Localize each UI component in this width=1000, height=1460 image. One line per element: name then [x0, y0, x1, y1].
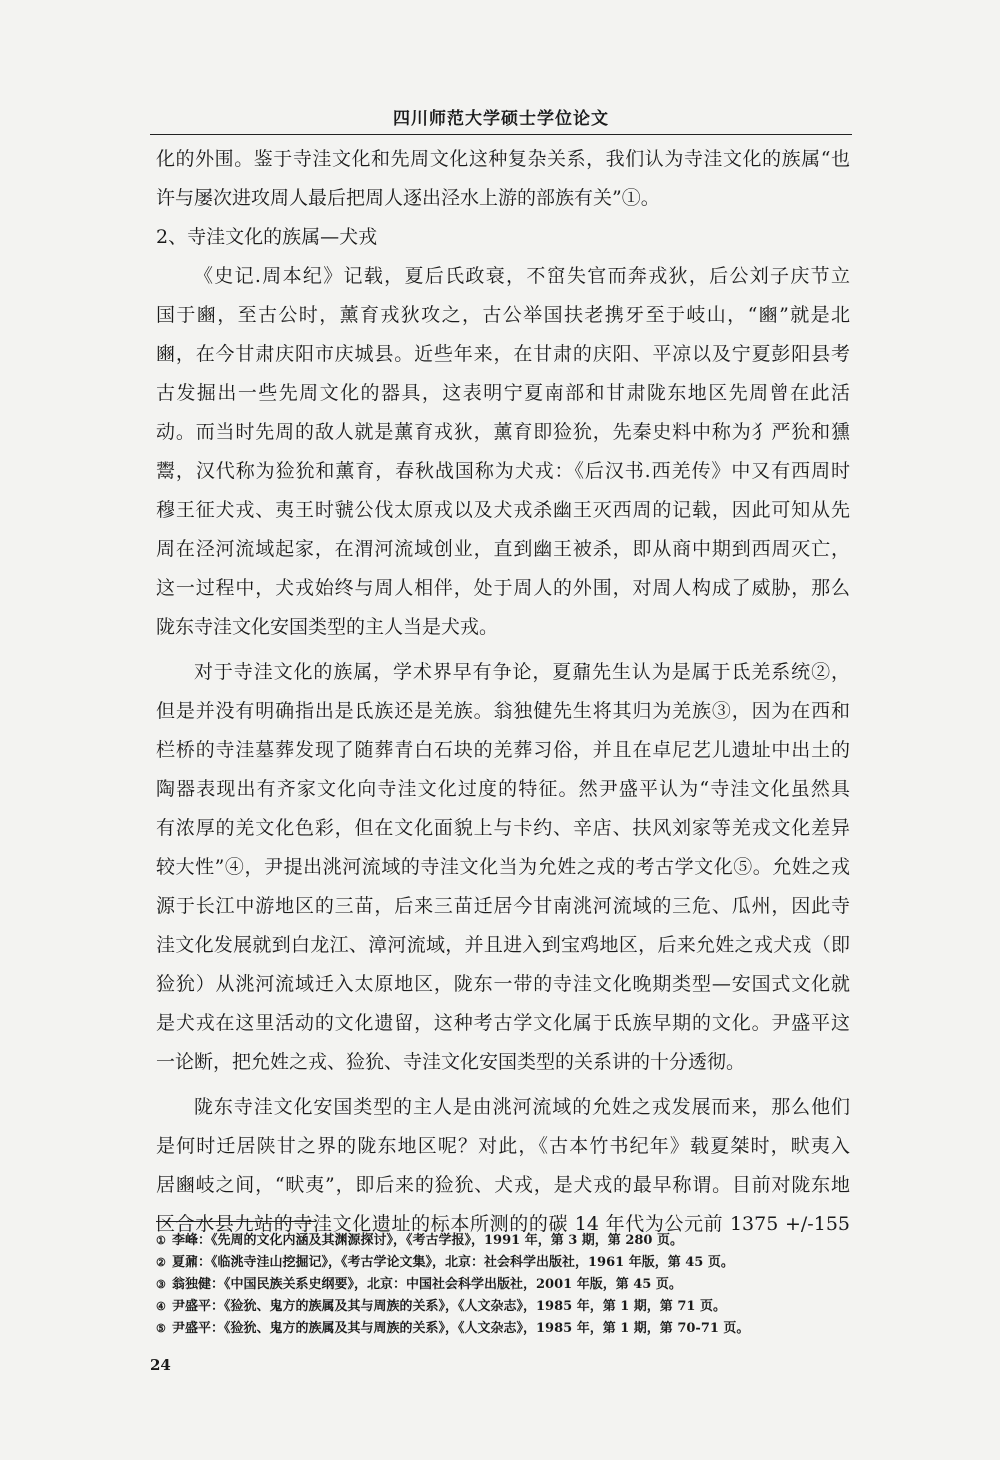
- text-line: 栏桥的寺洼墓葬发现了随葬青白石块的羌葬习俗，并且在卓尼艺儿遗址中出土的: [156, 739, 850, 761]
- text-line: 古发掘出一些先周文化的器具，这表明宁夏南部和甘肃陇东地区先周曾在此活: [156, 382, 850, 404]
- text-line: 鬻，汉代称为猃狁和薰育，春秋战国称为犬戎：《后汉书.西羌传》中又有西周时: [156, 460, 850, 482]
- footnote-text: 李峰：《先周的文化内涵及其渊源探讨》，《考古学报》，1991 年，第 3 期，第 280 页。: [172, 1233, 683, 1248]
- footnote: [156, 1252, 856, 1274]
- footnote-mark: ③: [156, 1278, 166, 1291]
- footnote-text: 翁独健：《中国民族关系史纲要》，北京：中国社会科学出版社，2001 年版，第 45 页。: [172, 1277, 682, 1292]
- text-line: 是犬戎在这里活动的文化遗留，这种考古学文化属于氐族早期的文化。尹盛平这: [156, 1012, 850, 1034]
- footnote: [156, 1230, 856, 1252]
- section-heading: 2、寺洼文化的族属—犬戎: [156, 226, 378, 248]
- footnote: [156, 1296, 856, 1318]
- text-line: 穆王征犬戎、夷王时虢公伐太原戎以及犬戎杀幽王灭西周的记载，因此可知从先: [156, 499, 850, 521]
- text-line: 有浓厚的羌文化色彩，但在文化面貌上与卡约、辛店、扶风刘家等羌戎文化差异: [156, 817, 850, 839]
- text-line: 豳，在今甘肃庆阳市庆城县。近些年来，在甘肃的庆阳、平凉以及宁夏彭阳县考: [156, 343, 850, 365]
- text-line: 化的外围。鉴于寺洼文化和先周文化这种复杂关系，我们认为寺洼文化的族属“也: [156, 148, 850, 170]
- footnote-mark: ⑤: [156, 1322, 166, 1335]
- text-line: 许与屡次进攻周人最后把周人逐出泾水上游的部族有关”①。: [156, 187, 660, 209]
- footnote-text: 夏鼐：《临洮寺洼山挖掘记》，《考古学论文集》，北京：社会科学出版社，1961 年版，第 45 页。: [172, 1255, 734, 1270]
- text-line: 国于豳，至古公时，薰育戎狄攻之，古公举国扶老携牙至于岐山，“豳”就是北: [156, 304, 850, 326]
- text-line: 源于长江中游地区的三苗，后来三苗迁居今甘南洮河流域的三危、瓜州，因此寺: [156, 895, 850, 917]
- footnote: [156, 1318, 856, 1340]
- text-line: 是何时迁居陕甘之界的陇东地区呢？对此，《古本竹书纪年》载夏桀时，畎夷入: [156, 1135, 850, 1157]
- footnote-mark: ④: [156, 1300, 166, 1313]
- text-line: 区合水县九站的寺洼文化遗址的标本所测的的碳 14 年代为公元前 1375 +/-155: [156, 1213, 850, 1235]
- text-line: 猃狁）从洮河流域迁入太原地区，陇东一带的寺洼文化晚期类型—安国式文化就: [156, 973, 850, 995]
- page-number: 24: [150, 1356, 171, 1374]
- footnote: [156, 1274, 856, 1296]
- text-line: 动。而当时先周的敌人就是薰育戎狄，薰育即猃狁，先秦史料中称为犭严狁和獯: [156, 421, 850, 443]
- footnote-text: 尹盛平：《猃狁、鬼方的族属及其与周族的关系》，《人文杂志》，1985 年，第 1 期，第 70-71 页。: [172, 1321, 750, 1336]
- text-line: 对于寺洼文化的族属，学术界早有争论，夏鼐先生认为是属于氐羌系统②，: [194, 661, 850, 683]
- text-line: 洼文化发展就到白龙江、漳河流域，并且进入到宝鸡地区，后来允姓之戎犬戎（即: [156, 934, 850, 956]
- running-header: 四川师范大学硕士学位论文: [393, 109, 609, 129]
- footnote-mark: ①: [156, 1234, 166, 1247]
- text-line: 较大性”④，尹提出洮河流域的寺洼文化当为允姓之戎的考古学文化⑤。允姓之戎: [156, 856, 850, 878]
- footnote-mark: ②: [156, 1256, 166, 1269]
- text-line: 周在泾河流域起家，在渭河流域创业，直到幽王被杀，即从商中期到西周灭亡，: [156, 538, 850, 560]
- text-line: 陇东寺洼文化安国类型的主人是由洮河流域的允姓之戎发展而来，那么他们: [194, 1096, 850, 1118]
- text-line: 居豳岐之间，“畎夷”，即后来的猃狁、犬戎，是犬戎的最早称谓。目前对陇东地: [156, 1174, 850, 1196]
- footnote-text: 尹盛平：《猃狁、鬼方的族属及其与周族的关系》，《人文杂志》，1985 年，第 1 期，第 71 页。: [172, 1299, 726, 1314]
- body-text: [156, 140, 850, 1244]
- text-line: 但是并没有明确指出是氐族还是羌族。翁独健先生将其归为羌族③，因为在西和: [156, 700, 850, 722]
- footnote-rule: [156, 1221, 316, 1222]
- text-line: 这一过程中，犬戎始终与周人相伴，处于周人的外围，对周人构成了威胁，那么: [156, 577, 850, 599]
- header-rule: [150, 134, 852, 135]
- text-line: 陶器表现出有齐家文化向寺洼文化过度的特征。然尹盛平认为“寺洼文化虽然具: [156, 778, 850, 800]
- text-line: 《史记.周本纪》记载，夏后氏政衰，不窋失官而奔戎狄，后公刘子庆节立: [194, 265, 850, 287]
- text-line: 一论断，把允姓之戎、猃狁、寺洼文化安国类型的关系讲的十分透彻。: [156, 1051, 746, 1073]
- footnotes: [156, 1230, 856, 1340]
- text-line: 陇东寺洼文化安国类型的主人当是犬戎。: [156, 616, 499, 638]
